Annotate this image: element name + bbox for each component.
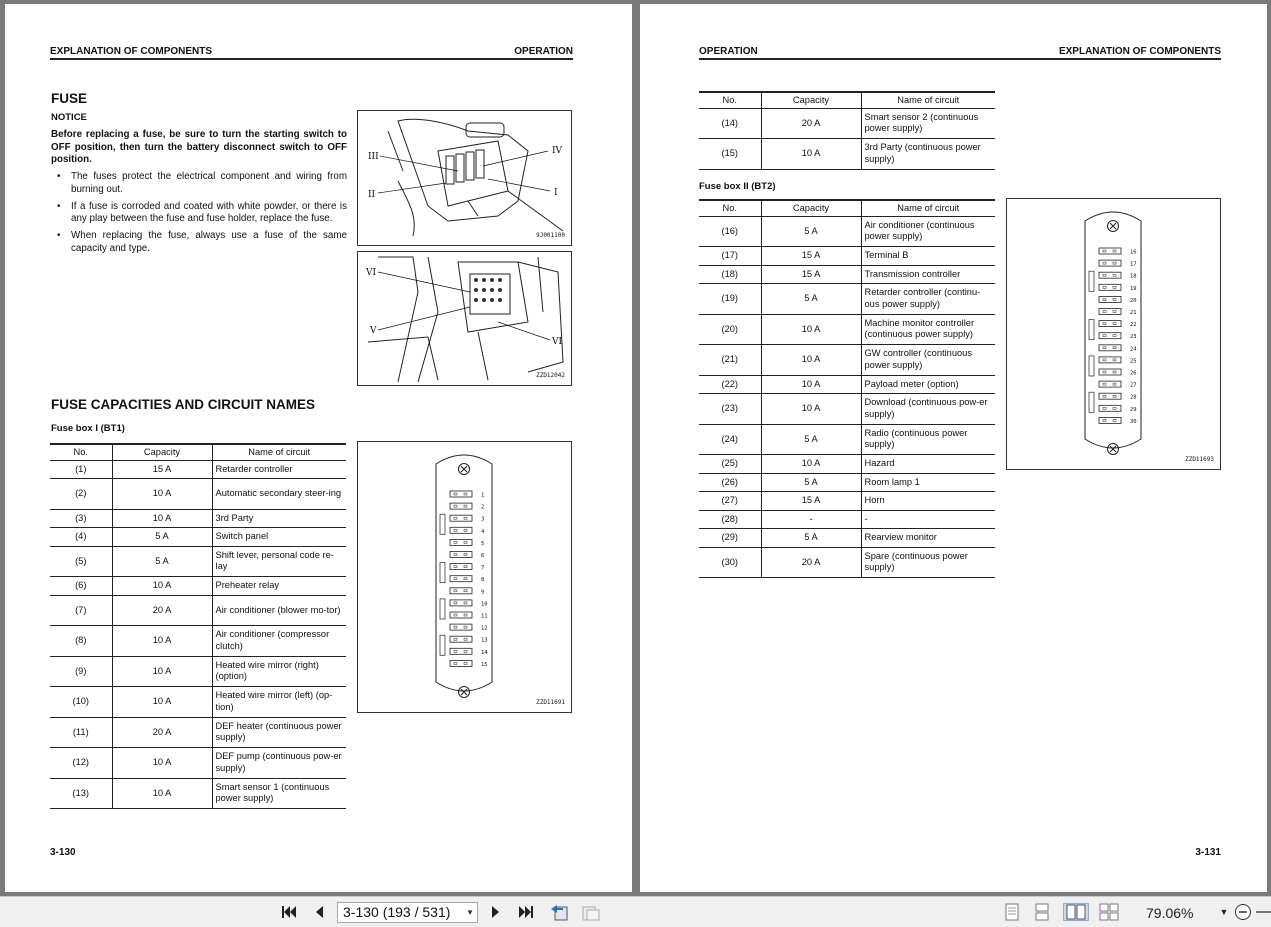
callout-label: I [554, 188, 558, 198]
cell-circuit-name: Smart sensor 1 (continuous power supply) [212, 778, 346, 809]
table-row [50, 717, 346, 748]
fuse-slot [1099, 296, 1121, 302]
fuse-slot [1099, 417, 1121, 423]
fuse-number-label: 14 [481, 649, 488, 656]
cell-circuit-name: Spare (continuous power supply) [861, 547, 995, 578]
table-row [50, 460, 346, 479]
cell-circuit-name: Automatic secondary steer-ing [212, 479, 346, 510]
cell-number: (25) [699, 455, 761, 474]
cell-capacity: 10 A [761, 455, 861, 474]
running-header-left: EXPLANATION OF COMPONENTS [50, 46, 213, 57]
cell-number: (20) [699, 314, 761, 345]
fuse-slot [450, 503, 472, 509]
fuse-slot [1099, 369, 1121, 375]
cell-number: (21) [699, 345, 761, 376]
section-title: FUSE CAPACITIES AND CIRCUIT NAMES [51, 397, 316, 412]
table-row [699, 492, 995, 511]
bullet-item: • When replacing the fuse, always use a fuse of the same capacity and type. [51, 230, 347, 255]
fuse-slot [1099, 393, 1121, 399]
table-row [699, 284, 995, 315]
fuse-slot [450, 600, 472, 606]
cell-capacity: 20 A [112, 717, 212, 748]
cell-circuit-name: Horn [861, 492, 995, 511]
fuse-number-label: 15 [481, 661, 488, 668]
cell-number: (5) [50, 546, 112, 577]
fuse-slot [450, 648, 472, 654]
bullet-item: • If a fuse is corroded and coated with white powder, or there is any play between the fuse and fuse holder, replace the fuse. [51, 201, 347, 226]
cell-number: (17) [699, 247, 761, 266]
cell-capacity: 5 A [761, 424, 861, 455]
cell-circuit-name: 3rd Party (continuous power supply) [861, 139, 995, 170]
fuse-number-label: 6 [481, 553, 485, 559]
cell-number: (15) [699, 139, 761, 170]
fuse-number-label: 28 [1130, 394, 1137, 401]
next-page-icon[interactable] [488, 903, 504, 921]
column-header: Capacity [761, 200, 861, 216]
page-number: 3-131 [1195, 847, 1221, 858]
table-row [50, 748, 346, 779]
cell-capacity: 10 A [112, 577, 212, 596]
cell-circuit-name: Payload meter (option) [861, 375, 995, 394]
fuse-number-label: 4 [481, 528, 485, 535]
cell-capacity: 15 A [112, 460, 212, 479]
cell-circuit-name: Rearview monitor [861, 529, 995, 548]
cell-capacity: 15 A [761, 265, 861, 284]
fuse-box-1-title: Fuse box I (BT1) [51, 423, 125, 434]
fuse-title: FUSE [51, 91, 88, 106]
running-header-right: OPERATION [514, 46, 573, 57]
fuse-number-label: 12 [481, 625, 488, 632]
fuse-slot [450, 564, 472, 570]
fuse-number-label: 3 [481, 516, 485, 523]
cell-circuit-name: DEF pump (continuous pow-er supply) [212, 748, 346, 779]
table-row [50, 546, 346, 577]
header-rule [699, 58, 1221, 60]
figure-fuse-box-1-layout [357, 441, 572, 713]
cell-number: (10) [50, 687, 112, 718]
fuse-box-1-diagram [358, 442, 571, 712]
spare-fuse-holder [440, 635, 445, 655]
fuse-slot [450, 539, 472, 545]
cell-number: (7) [50, 595, 112, 626]
cell-number: (2) [50, 479, 112, 510]
fuse-box-1-rows [50, 460, 346, 809]
table-row [699, 529, 995, 548]
table-row [699, 265, 995, 284]
cell-capacity: 15 A [761, 492, 861, 511]
cell-number: (28) [699, 510, 761, 529]
table-row [50, 595, 346, 626]
fuse-slot [1099, 260, 1121, 266]
callout-label: IV [552, 146, 563, 156]
fuse-slot [1099, 381, 1121, 387]
zoom-out-icon[interactable] [1233, 903, 1253, 921]
cell-number: (26) [699, 473, 761, 492]
cell-capacity: 10 A [761, 375, 861, 394]
spare-fuse-holder [440, 514, 445, 534]
cell-capacity: 10 A [112, 479, 212, 510]
cell-capacity: 10 A [112, 687, 212, 718]
cell-capacity: 5 A [761, 473, 861, 492]
cell-circuit-name: Terminal B [861, 247, 995, 266]
cell-number: (8) [50, 626, 112, 657]
cell-capacity: 5 A [761, 216, 861, 247]
figure-fuse-box-2-layout [1006, 198, 1221, 470]
fuse-number-label: 11 [481, 613, 488, 620]
cell-capacity: 5 A [112, 528, 212, 547]
cell-circuit-name: - [861, 510, 995, 529]
table-row [50, 577, 346, 596]
spare-fuse-holder [440, 599, 445, 619]
cell-circuit-name: Shift lever, personal code re-lay [212, 546, 346, 577]
bullet-item: • The fuses protect the electrical component and wiring from burning out. [51, 171, 347, 196]
fuse-slot [1099, 357, 1121, 363]
zoom-level: 79.06% [1146, 905, 1194, 921]
fuse-slot [1099, 333, 1121, 339]
fuse-number-label: 7 [481, 565, 485, 572]
spare-fuse-holder [1089, 356, 1094, 376]
fuse-number-label: 21 [1130, 310, 1137, 316]
cell-capacity: 20 A [761, 547, 861, 578]
fuse-number-label: 22 [1130, 322, 1137, 329]
fuse-number-label: 2 [481, 504, 485, 511]
notice-text: Before replacing a fuse, be sure to turn the starting switch to OFF position, then turn the battery disconnect switch to OFF position. [51, 129, 347, 165]
fuse-slot [1099, 248, 1121, 254]
fuse-slot [450, 527, 472, 533]
page-number-field[interactable] [337, 902, 478, 923]
fuse-box-1-table-continued [699, 91, 995, 170]
table-row [699, 139, 995, 170]
table-row [50, 509, 346, 528]
cell-circuit-name: DEF heater (continuous power supply) [212, 717, 346, 748]
fuse-number-label: 25 [1130, 358, 1137, 365]
table-row [50, 687, 346, 718]
cell-capacity: 10 A [761, 345, 861, 376]
column-header: No. [699, 200, 761, 216]
cell-number: (16) [699, 216, 761, 247]
table-row [50, 528, 346, 547]
cell-capacity: 20 A [761, 108, 861, 139]
page-number-value: 3-130 (193 / 531) [343, 904, 451, 920]
cell-number: (11) [50, 717, 112, 748]
column-header: Name of circuit [212, 444, 346, 460]
figure-code: ZZD11693 [1185, 456, 1214, 463]
fuse-number-label: 10 [481, 601, 488, 608]
cell-capacity: 15 A [761, 247, 861, 266]
cell-number: (14) [699, 108, 761, 139]
fuse-number-label: 16 [1130, 249, 1137, 256]
fuse-number-label: 1 [481, 492, 485, 499]
table-row [699, 108, 995, 139]
zoom-slider-track[interactable] [1256, 903, 1271, 921]
continuous-view-icon[interactable] [1033, 903, 1051, 921]
cell-circuit-name: Hazard [861, 455, 995, 474]
fuse-number-label: 13 [481, 637, 488, 644]
table-row [50, 626, 346, 657]
cell-number: (30) [699, 547, 761, 578]
cell-circuit-name: Transmission controller [861, 265, 995, 284]
column-header: Capacity [761, 92, 861, 108]
cell-capacity: 5 A [761, 284, 861, 315]
fuse-location-illustration [358, 111, 571, 245]
fuse-slot [450, 636, 472, 642]
fuse-number-label: 5 [481, 540, 485, 547]
fuse-box-2-diagram [1007, 199, 1220, 469]
table-row [50, 656, 346, 687]
cell-number: (13) [50, 778, 112, 809]
go-back-view-icon[interactable] [548, 903, 570, 921]
column-header: Name of circuit [861, 200, 995, 216]
cell-number: (22) [699, 375, 761, 394]
cell-circuit-name: Retarder controller [212, 460, 346, 479]
page-left [5, 4, 632, 892]
column-header: No. [50, 444, 112, 460]
table-row [699, 424, 995, 455]
fuse-number-label: 8 [481, 577, 485, 584]
cell-number: (4) [50, 528, 112, 547]
fuse-number-label: 29 [1130, 406, 1137, 413]
cell-capacity: 10 A [112, 626, 212, 657]
spare-fuse-holder [440, 563, 445, 583]
two-page-continuous-view-icon[interactable] [1098, 903, 1120, 921]
fuse-slot [450, 491, 472, 497]
fuse-box-1-table [50, 443, 346, 809]
fuse-slot [450, 515, 472, 521]
cell-number: (18) [699, 265, 761, 284]
table-row [699, 510, 995, 529]
cell-capacity: - [761, 510, 861, 529]
viewer-toolbar [0, 896, 1271, 927]
page-right [640, 4, 1267, 892]
cell-capacity: 5 A [761, 529, 861, 548]
go-forward-view-icon[interactable] [580, 903, 602, 921]
figure-code: ZZD12042 [536, 372, 565, 379]
cell-circuit-name: Radio (continuous power supply) [861, 424, 995, 455]
two-page-view-icon[interactable] [1063, 903, 1089, 921]
previous-page-icon[interactable] [311, 903, 327, 921]
fuse-number-label: 27 [1130, 382, 1137, 389]
fuse-slot [1099, 321, 1121, 327]
cell-circuit-name: Retarder controller (continu-ous power supply) [861, 284, 995, 315]
fuse-number-label: 20 [1130, 297, 1137, 304]
cell-circuit-name: Air conditioner (compressor clutch) [212, 626, 346, 657]
table-row [699, 314, 995, 345]
table-row [699, 375, 995, 394]
callout-label: II [368, 190, 376, 200]
figure-fuse-box-area [357, 251, 572, 386]
single-page-view-icon[interactable] [1003, 903, 1021, 921]
figure-code: ZZD11691 [536, 699, 565, 706]
cell-number: (27) [699, 492, 761, 511]
table-row [699, 216, 995, 247]
first-page-icon[interactable] [279, 903, 299, 921]
table-row [699, 345, 995, 376]
fuse-number-label: 23 [1130, 334, 1137, 341]
cell-circuit-name: Air conditioner (continuous power supply) [861, 216, 995, 247]
cell-capacity: 10 A [112, 509, 212, 528]
table-row [50, 778, 346, 809]
cell-circuit-name: Machine monitor controller (continuous power supply) [861, 314, 995, 345]
callout-label: III [368, 152, 379, 162]
cell-number: (6) [50, 577, 112, 596]
fuse-number-label: 30 [1130, 418, 1137, 425]
running-header-right: EXPLANATION OF COMPONENTS [1058, 46, 1221, 57]
cell-number: (1) [50, 460, 112, 479]
table-row [699, 473, 995, 492]
fuse-bullets [51, 171, 347, 260]
fuse-slot [1099, 309, 1121, 315]
fuse-number-label: 24 [1130, 346, 1137, 353]
fuse-slot [450, 624, 472, 630]
fuse-box-1-rows-continued [699, 108, 995, 169]
notice-label: NOTICE [51, 112, 87, 123]
fuse-slot [1099, 405, 1121, 411]
table-row [699, 394, 995, 425]
fuse-slot [1099, 272, 1121, 278]
column-header: No. [699, 92, 761, 108]
fuse-slot [1099, 345, 1121, 351]
cell-circuit-name: 3rd Party [212, 509, 346, 528]
spare-fuse-holder [1089, 271, 1094, 291]
cell-circuit-name: Switch panel [212, 528, 346, 547]
spare-fuse-holder [1089, 320, 1094, 340]
fuse-box-2-title: Fuse box II (BT2) [699, 181, 776, 192]
cell-circuit-name: Heated wire mirror (left) (op-tion) [212, 687, 346, 718]
cell-circuit-name: Heated wire mirror (right) (option) [212, 656, 346, 687]
page-number: 3-130 [50, 847, 76, 858]
callout-label: VI [366, 268, 377, 278]
cell-capacity: 10 A [112, 656, 212, 687]
cell-capacity: 10 A [761, 139, 861, 170]
cell-circuit-name: Room lamp 1 [861, 473, 995, 492]
callout-label: V [370, 326, 377, 336]
figure-fuse-location [357, 110, 572, 246]
last-page-icon[interactable] [516, 903, 536, 921]
table-row [50, 479, 346, 510]
table-row [699, 455, 995, 474]
cell-number: (23) [699, 394, 761, 425]
running-header-left: OPERATION [699, 46, 758, 57]
cell-capacity: 10 A [761, 314, 861, 345]
callout-label: VI [552, 337, 563, 347]
fuse-slot [450, 588, 472, 594]
column-header: Capacity [112, 444, 212, 460]
fuse-number-label: 9 [481, 589, 485, 596]
fuse-slot [1099, 284, 1121, 290]
zoom-dropdown-icon[interactable]: ▼ [1219, 907, 1229, 917]
chevron-down-icon[interactable]: ▼ [466, 908, 474, 917]
cell-number: (9) [50, 656, 112, 687]
fuse-number-label: 17 [1130, 261, 1137, 268]
cell-circuit-name: Air conditioner (blower mo-tor) [212, 595, 346, 626]
cell-capacity: 10 A [761, 394, 861, 425]
header-rule [50, 58, 573, 60]
cell-circuit-name: Smart sensor 2 (continuous power supply) [861, 108, 995, 139]
fuse-number-label: 18 [1130, 273, 1137, 280]
cell-capacity: 10 A [112, 778, 212, 809]
cell-circuit-name: Download (continuous pow-er supply) [861, 394, 995, 425]
fuse-number-label: 26 [1130, 370, 1137, 377]
cell-circuit-name: GW controller (continuous power supply) [861, 345, 995, 376]
table-row [699, 247, 995, 266]
fuse-box-2-rows [699, 216, 995, 578]
cell-capacity: 20 A [112, 595, 212, 626]
cell-number: (24) [699, 424, 761, 455]
fuse-slot [450, 612, 472, 618]
cell-circuit-name: Preheater relay [212, 577, 346, 596]
fuse-box-area-illustration [358, 252, 571, 385]
fuse-box-2-table [699, 199, 995, 578]
cell-number: (19) [699, 284, 761, 315]
fuse-slot [450, 576, 472, 582]
figure-code: 9J001100 [536, 232, 565, 239]
fuse-number-label: 19 [1130, 285, 1137, 292]
column-header: Name of circuit [861, 92, 995, 108]
cell-number: (3) [50, 509, 112, 528]
table-row [699, 547, 995, 578]
cell-number: (12) [50, 748, 112, 779]
cell-number: (29) [699, 529, 761, 548]
fuse-slot [450, 660, 472, 666]
cell-capacity: 10 A [112, 748, 212, 779]
spare-fuse-holder [1089, 392, 1094, 412]
cell-capacity: 5 A [112, 546, 212, 577]
fuse-slot [450, 552, 472, 558]
